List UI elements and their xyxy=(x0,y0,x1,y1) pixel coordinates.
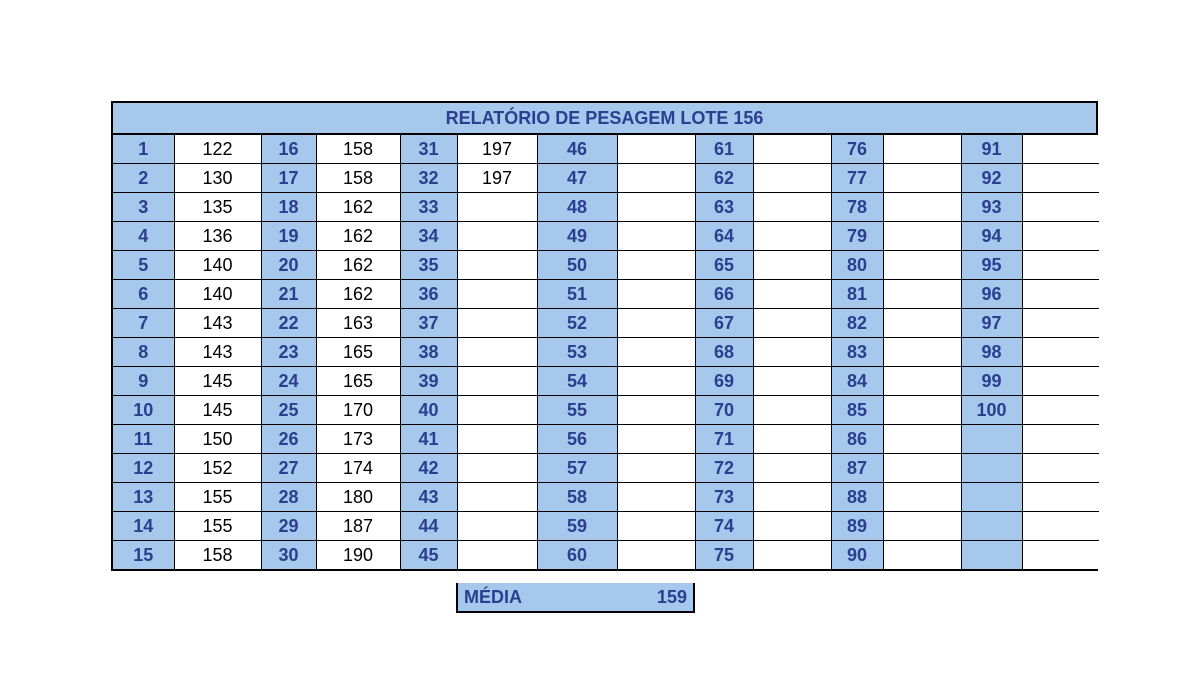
weight-cell xyxy=(457,338,537,367)
table-row xyxy=(113,512,1099,541)
item-number-cell: 41 xyxy=(400,425,457,454)
item-number-cell: 64 xyxy=(695,222,753,251)
item-number-cell: 88 xyxy=(831,483,883,512)
item-number-cell: 93 xyxy=(961,193,1022,222)
weight-cell xyxy=(883,367,961,396)
weight-cell xyxy=(457,425,537,454)
table-row xyxy=(113,541,1099,570)
item-number-cell: 5 xyxy=(113,251,174,280)
weight-cell xyxy=(883,454,961,483)
item-number-cell: 91 xyxy=(961,135,1022,164)
item-number-cell xyxy=(961,541,1022,570)
table-row xyxy=(113,135,1099,164)
weighing-table xyxy=(113,135,1099,569)
item-number-cell: 48 xyxy=(537,193,617,222)
item-number-cell: 8 xyxy=(113,338,174,367)
item-number-cell: 44 xyxy=(400,512,457,541)
item-number-cell: 39 xyxy=(400,367,457,396)
weight-cell: 162 xyxy=(316,222,400,251)
weight-cell xyxy=(883,280,961,309)
item-number-cell: 76 xyxy=(831,135,883,164)
weight-cell: 130 xyxy=(174,164,261,193)
weight-cell xyxy=(617,338,695,367)
item-number-cell: 29 xyxy=(261,512,316,541)
weight-cell xyxy=(617,309,695,338)
table-row xyxy=(113,338,1099,367)
item-number-cell: 77 xyxy=(831,164,883,193)
weight-cell: 152 xyxy=(174,454,261,483)
weight-cell xyxy=(883,396,961,425)
item-number-cell: 83 xyxy=(831,338,883,367)
weight-cell: 190 xyxy=(316,541,400,570)
table-row xyxy=(113,280,1099,309)
item-number-cell: 87 xyxy=(831,454,883,483)
table-row xyxy=(113,251,1099,280)
item-number-cell: 50 xyxy=(537,251,617,280)
weight-cell: 162 xyxy=(316,280,400,309)
weight-cell xyxy=(617,541,695,570)
weight-cell: 135 xyxy=(174,193,261,222)
report-title: RELATÓRIO DE PESAGEM LOTE 156 xyxy=(113,103,1096,135)
weight-cell: 197 xyxy=(457,135,537,164)
item-number-cell: 2 xyxy=(113,164,174,193)
item-number-cell: 72 xyxy=(695,454,753,483)
item-number-cell: 71 xyxy=(695,425,753,454)
weight-cell: 170 xyxy=(316,396,400,425)
item-number-cell: 17 xyxy=(261,164,316,193)
weight-cell: 165 xyxy=(316,338,400,367)
weight-cell: 136 xyxy=(174,222,261,251)
weight-cell xyxy=(753,338,831,367)
table-row xyxy=(113,193,1099,222)
weight-cell xyxy=(617,222,695,251)
item-number-cell: 86 xyxy=(831,425,883,454)
item-number-cell: 6 xyxy=(113,280,174,309)
table-row xyxy=(113,367,1099,396)
weight-cell xyxy=(753,541,831,570)
weight-cell xyxy=(883,425,961,454)
average-value: 159 xyxy=(656,586,687,607)
table-row xyxy=(113,396,1099,425)
weight-cell xyxy=(883,222,961,251)
weight-cell xyxy=(883,309,961,338)
weight-cell xyxy=(753,396,831,425)
item-number-cell: 20 xyxy=(261,251,316,280)
item-number-cell: 19 xyxy=(261,222,316,251)
weight-cell xyxy=(753,425,831,454)
weight-cell xyxy=(617,454,695,483)
item-number-cell: 59 xyxy=(537,512,617,541)
weight-cell: 143 xyxy=(174,338,261,367)
table-row xyxy=(113,425,1099,454)
weight-cell xyxy=(753,193,831,222)
table-row xyxy=(113,309,1099,338)
item-number-cell: 18 xyxy=(261,193,316,222)
table-row xyxy=(113,454,1099,483)
item-number-cell: 7 xyxy=(113,309,174,338)
weight-cell xyxy=(457,222,537,251)
weight-cell xyxy=(617,483,695,512)
weight-cell xyxy=(617,251,695,280)
item-number-cell: 51 xyxy=(537,280,617,309)
item-number-cell: 68 xyxy=(695,338,753,367)
weight-cell: 165 xyxy=(316,367,400,396)
item-number-cell: 52 xyxy=(537,309,617,338)
weight-cell xyxy=(1022,164,1099,193)
weight-cell xyxy=(617,280,695,309)
item-number-cell: 99 xyxy=(961,367,1022,396)
weight-cell xyxy=(753,280,831,309)
weight-cell xyxy=(457,396,537,425)
weight-cell xyxy=(1022,309,1099,338)
item-number-cell: 40 xyxy=(400,396,457,425)
weight-cell xyxy=(617,396,695,425)
item-number-cell: 90 xyxy=(831,541,883,570)
weight-cell: 155 xyxy=(174,512,261,541)
weight-cell xyxy=(1022,512,1099,541)
item-number-cell: 74 xyxy=(695,512,753,541)
item-number-cell: 34 xyxy=(400,222,457,251)
weight-cell xyxy=(457,309,537,338)
weight-cell xyxy=(457,193,537,222)
item-number-cell xyxy=(961,454,1022,483)
table-row xyxy=(113,222,1099,251)
item-number-cell: 13 xyxy=(113,483,174,512)
item-number-cell: 60 xyxy=(537,541,617,570)
weight-cell xyxy=(1022,135,1099,164)
item-number-cell: 28 xyxy=(261,483,316,512)
item-number-cell: 15 xyxy=(113,541,174,570)
weight-cell xyxy=(457,454,537,483)
weight-cell: 145 xyxy=(174,367,261,396)
item-number-cell: 82 xyxy=(831,309,883,338)
weight-cell xyxy=(753,367,831,396)
item-number-cell: 67 xyxy=(695,309,753,338)
weight-cell: 145 xyxy=(174,396,261,425)
item-number-cell: 36 xyxy=(400,280,457,309)
weight-cell xyxy=(457,512,537,541)
item-number-cell: 70 xyxy=(695,396,753,425)
weight-cell: 150 xyxy=(174,425,261,454)
item-number-cell xyxy=(961,425,1022,454)
weight-cell xyxy=(617,164,695,193)
weight-cell xyxy=(457,367,537,396)
weight-cell xyxy=(457,483,537,512)
item-number-cell: 79 xyxy=(831,222,883,251)
weight-cell xyxy=(883,164,961,193)
weight-cell: 158 xyxy=(316,135,400,164)
item-number-cell: 62 xyxy=(695,164,753,193)
weight-cell xyxy=(753,512,831,541)
item-number-cell: 94 xyxy=(961,222,1022,251)
weight-cell xyxy=(883,338,961,367)
weight-cell xyxy=(1022,454,1099,483)
item-number-cell: 38 xyxy=(400,338,457,367)
weight-cell xyxy=(883,251,961,280)
item-number-cell: 45 xyxy=(400,541,457,570)
item-number-cell: 95 xyxy=(961,251,1022,280)
weight-cell xyxy=(883,512,961,541)
weight-cell xyxy=(1022,483,1099,512)
item-number-cell: 58 xyxy=(537,483,617,512)
item-number-cell: 97 xyxy=(961,309,1022,338)
weight-cell xyxy=(753,483,831,512)
weight-cell: 162 xyxy=(316,193,400,222)
weight-cell: 180 xyxy=(316,483,400,512)
weight-cell: 140 xyxy=(174,251,261,280)
weight-cell xyxy=(883,193,961,222)
weight-cell: 158 xyxy=(174,541,261,570)
weight-cell xyxy=(1022,251,1099,280)
item-number-cell: 1 xyxy=(113,135,174,164)
weight-cell xyxy=(1022,280,1099,309)
weight-cell xyxy=(1022,425,1099,454)
item-number-cell: 11 xyxy=(113,425,174,454)
item-number-cell: 9 xyxy=(113,367,174,396)
item-number-cell: 49 xyxy=(537,222,617,251)
weight-cell xyxy=(1022,396,1099,425)
item-number-cell: 73 xyxy=(695,483,753,512)
weight-cell: 143 xyxy=(174,309,261,338)
item-number-cell: 24 xyxy=(261,367,316,396)
weight-cell xyxy=(457,541,537,570)
item-number-cell: 66 xyxy=(695,280,753,309)
weight-cell: 173 xyxy=(316,425,400,454)
weight-cell xyxy=(617,135,695,164)
item-number-cell: 92 xyxy=(961,164,1022,193)
average-box xyxy=(456,583,695,613)
weight-cell: 155 xyxy=(174,483,261,512)
item-number-cell: 27 xyxy=(261,454,316,483)
weight-cell: 162 xyxy=(316,251,400,280)
weight-cell xyxy=(1022,193,1099,222)
weight-cell: 158 xyxy=(316,164,400,193)
weight-cell xyxy=(1022,541,1099,570)
item-number-cell: 81 xyxy=(831,280,883,309)
item-number-cell: 23 xyxy=(261,338,316,367)
table-row xyxy=(113,164,1099,193)
item-number-cell: 31 xyxy=(400,135,457,164)
average-label: MÉDIA xyxy=(464,586,522,607)
item-number-cell: 80 xyxy=(831,251,883,280)
weight-cell xyxy=(883,541,961,570)
item-number-cell xyxy=(961,483,1022,512)
item-number-cell: 25 xyxy=(261,396,316,425)
item-number-cell: 10 xyxy=(113,396,174,425)
item-number-cell: 78 xyxy=(831,193,883,222)
item-number-cell: 55 xyxy=(537,396,617,425)
weight-cell: 174 xyxy=(316,454,400,483)
weight-cell xyxy=(753,454,831,483)
item-number-cell: 65 xyxy=(695,251,753,280)
item-number-cell: 4 xyxy=(113,222,174,251)
item-number-cell: 47 xyxy=(537,164,617,193)
item-number-cell: 30 xyxy=(261,541,316,570)
item-number-cell: 57 xyxy=(537,454,617,483)
item-number-cell: 96 xyxy=(961,280,1022,309)
item-number-cell: 53 xyxy=(537,338,617,367)
item-number-cell: 56 xyxy=(537,425,617,454)
weight-cell xyxy=(753,164,831,193)
weight-cell xyxy=(753,135,831,164)
item-number-cell: 61 xyxy=(695,135,753,164)
weight-cell: 122 xyxy=(174,135,261,164)
item-number-cell: 33 xyxy=(400,193,457,222)
item-number-cell: 42 xyxy=(400,454,457,483)
weight-cell xyxy=(1022,222,1099,251)
item-number-cell: 22 xyxy=(261,309,316,338)
weight-cell xyxy=(617,425,695,454)
item-number-cell: 37 xyxy=(400,309,457,338)
weight-cell: 187 xyxy=(316,512,400,541)
item-number-cell: 98 xyxy=(961,338,1022,367)
table-row xyxy=(113,483,1099,512)
weight-cell xyxy=(753,222,831,251)
item-number-cell: 35 xyxy=(400,251,457,280)
weight-cell xyxy=(1022,338,1099,367)
item-number-cell: 69 xyxy=(695,367,753,396)
item-number-cell: 26 xyxy=(261,425,316,454)
weight-cell xyxy=(457,280,537,309)
weight-cell: 140 xyxy=(174,280,261,309)
item-number-cell: 46 xyxy=(537,135,617,164)
weight-cell: 197 xyxy=(457,164,537,193)
weight-cell xyxy=(617,367,695,396)
weight-cell xyxy=(883,483,961,512)
item-number-cell: 100 xyxy=(961,396,1022,425)
item-number-cell: 85 xyxy=(831,396,883,425)
item-number-cell: 12 xyxy=(113,454,174,483)
weight-cell xyxy=(753,309,831,338)
weighing-report xyxy=(111,101,1098,571)
item-number-cell: 63 xyxy=(695,193,753,222)
item-number-cell: 16 xyxy=(261,135,316,164)
weight-cell xyxy=(617,193,695,222)
item-number-cell xyxy=(961,512,1022,541)
item-number-cell: 43 xyxy=(400,483,457,512)
item-number-cell: 54 xyxy=(537,367,617,396)
item-number-cell: 3 xyxy=(113,193,174,222)
item-number-cell: 14 xyxy=(113,512,174,541)
weight-cell xyxy=(883,135,961,164)
weight-cell: 163 xyxy=(316,309,400,338)
weight-cell xyxy=(617,512,695,541)
item-number-cell: 75 xyxy=(695,541,753,570)
item-number-cell: 84 xyxy=(831,367,883,396)
item-number-cell: 21 xyxy=(261,280,316,309)
weight-cell xyxy=(1022,367,1099,396)
weight-cell xyxy=(753,251,831,280)
weight-cell xyxy=(457,251,537,280)
item-number-cell: 32 xyxy=(400,164,457,193)
item-number-cell: 89 xyxy=(831,512,883,541)
